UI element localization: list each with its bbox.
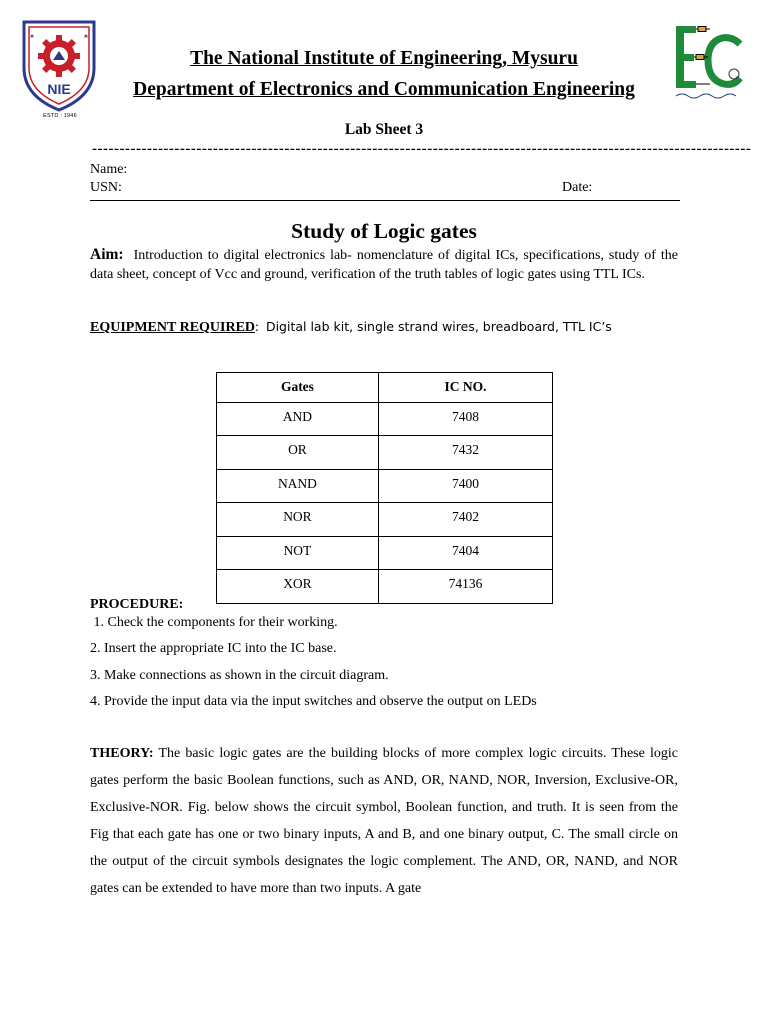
theory-label: THEORY: bbox=[90, 746, 154, 761]
procedure-step: 2. Insert the appropriate IC into the IC base. bbox=[90, 641, 337, 656]
table-row bbox=[217, 436, 553, 470]
gate-cell: XOR bbox=[217, 570, 379, 604]
ic-number-cell: 7408 bbox=[378, 402, 552, 436]
table-row bbox=[217, 536, 553, 570]
document-title: Study of Logic gates bbox=[291, 219, 477, 243]
usn-label: USN: bbox=[90, 180, 122, 195]
date-label: Date: bbox=[562, 180, 593, 195]
equipment-label: EQUIPMENT REQUIRED bbox=[90, 320, 256, 335]
institute-name: The National Institute of Engineering, Mysuru bbox=[190, 48, 578, 69]
theory-paragraph bbox=[90, 740, 678, 902]
department-name: Department of Electronics and Communication Engineering bbox=[133, 79, 635, 100]
procedure-step: 4. Provide the input data via the input switches and observe the output on LEDs bbox=[90, 694, 537, 709]
table-header-ic-no: IC NO. bbox=[378, 373, 552, 403]
ic-number-cell: 7400 bbox=[378, 469, 552, 503]
table-row bbox=[217, 570, 553, 604]
dashed-separator: ------------------------------------------------------------------------------------------------------------------------ bbox=[92, 141, 752, 157]
table-row bbox=[217, 503, 553, 537]
ic-number-cell: 7404 bbox=[378, 536, 552, 570]
procedure-label: PROCEDURE: bbox=[90, 597, 184, 612]
gate-cell: NOT bbox=[217, 536, 379, 570]
lab-sheet-number: Lab Sheet 3 bbox=[344, 121, 424, 138]
theory-text: The basic logic gates are the building blocks of more complex logic circuits. These logic gates perform the basic Boolean functions, such as AND, OR, NAND, NOR, Inversion, Exclusive-OR, Exclusive-NOR. Fig. below shows the circuit symbol, Boolean function, and truth. It is seen from the Fig that each gate has one or two binary inputs, A and B, and one binary output, C. The small circle on the output of the circuit symbols designates the logic complement. The AND, OR, NAND, and NOR gates can be extended to have more than two inputs. A gate bbox=[90, 746, 678, 896]
table-header-row bbox=[217, 373, 553, 403]
ic-number-cell: 7432 bbox=[378, 436, 552, 470]
gate-cell: OR bbox=[217, 436, 379, 470]
aim-label: Aim: bbox=[90, 246, 124, 263]
gate-cell: NOR bbox=[217, 503, 379, 537]
table-row bbox=[217, 469, 553, 503]
ic-number-cell: 7402 bbox=[378, 503, 552, 537]
ic-number-cell: 74136 bbox=[378, 570, 552, 604]
ic-number-table bbox=[216, 372, 553, 604]
ec-department-logo bbox=[668, 22, 746, 104]
nie-logo-text: NIE bbox=[47, 81, 71, 97]
divider-line bbox=[90, 200, 680, 201]
gate-cell: AND bbox=[217, 402, 379, 436]
equipment-paragraph: EQUIPMENT REQUIRED: Digital lab kit, single strand wires, breadboard, TTL IC’s bbox=[90, 319, 612, 335]
procedure-step: 1. Check the components for their working. bbox=[90, 615, 338, 630]
table-header-gates: Gates bbox=[217, 373, 379, 403]
table-row bbox=[217, 402, 553, 436]
estd-label: ESTD : 1946 bbox=[43, 113, 77, 119]
gate-cell: NAND bbox=[217, 469, 379, 503]
nie-logo bbox=[20, 18, 98, 112]
aim-paragraph bbox=[90, 246, 678, 284]
equipment-text: Digital lab kit, single strand wires, breadboard, TTL IC’s bbox=[265, 319, 612, 334]
procedure-step: 3. Make connections as shown in the circuit diagram. bbox=[90, 668, 389, 683]
name-label: Name: bbox=[90, 162, 128, 177]
aim-text: Introduction to digital electronics lab- nomenclature of digital ICs, specifications, study of the data sheet, concept of Vcc and ground, verification of the truth tables of logic gates using TTL ICs. bbox=[90, 248, 678, 282]
